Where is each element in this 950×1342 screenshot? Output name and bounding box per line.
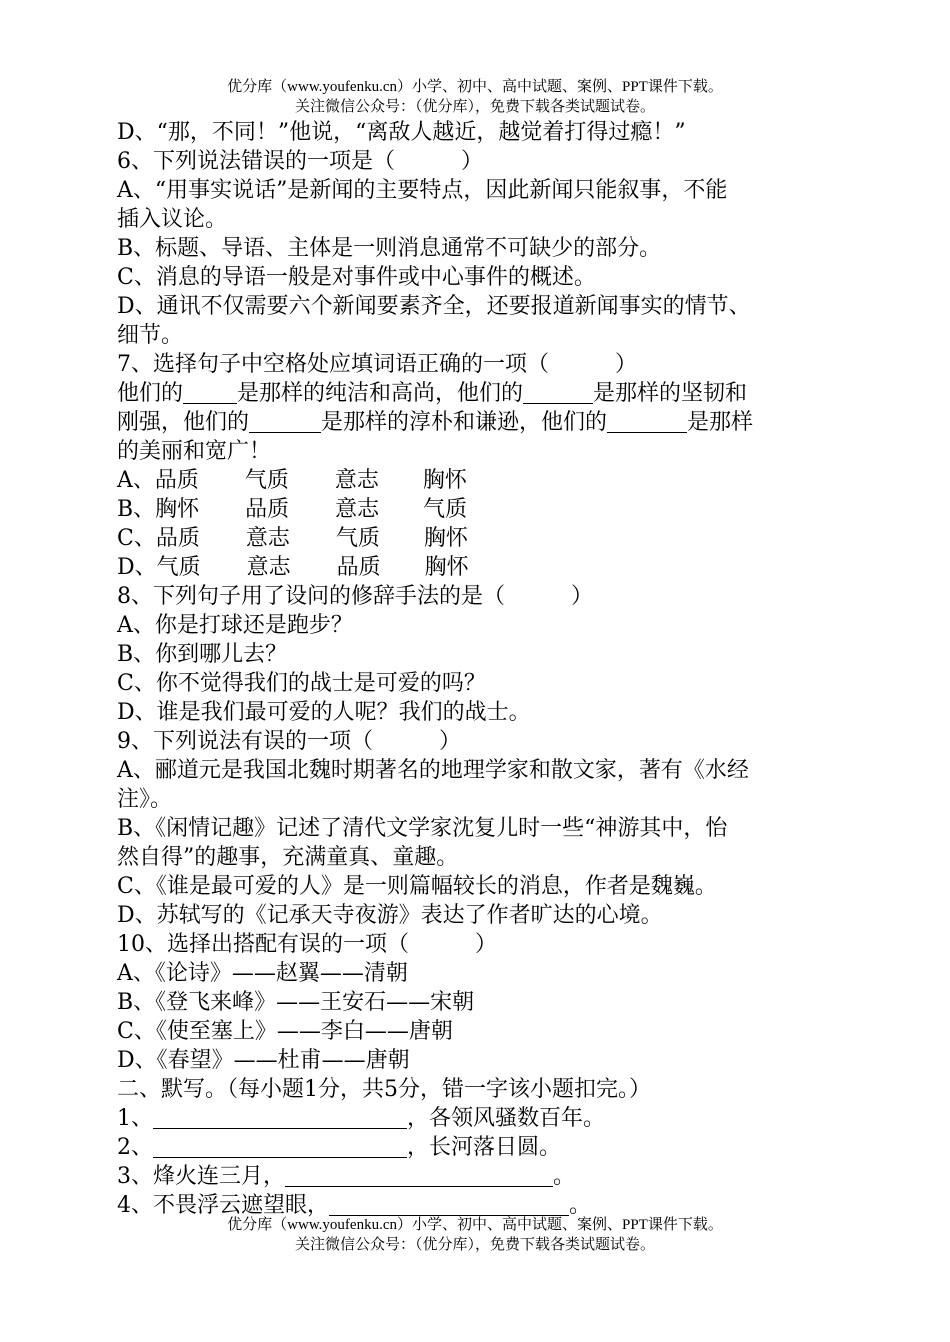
option-word: 品质 (336, 555, 381, 580)
q6-option-d: D、通讯不仅需要六个新闻要素齐全，还要报道新闻事实的情节、 (117, 294, 751, 319)
q9-option-d: D、苏轼写的《记承天寺夜游》表达了作者旷达的心境。 (117, 903, 663, 928)
item-text: 。 (569, 1193, 592, 1218)
option-word: 意志 (334, 468, 379, 493)
q6-stem: 6、下列说法错误的一项是（ ） (117, 149, 483, 174)
option-word: 气质 (244, 468, 289, 493)
option-word: 胸怀 (422, 468, 467, 493)
item-number: 4、 (117, 1193, 153, 1218)
q7-text: 是那样的纯洁和高尚，他们的 (237, 381, 524, 406)
option-word: 品质 (155, 526, 200, 551)
option-word: 意志 (246, 555, 291, 580)
option-word: 气质 (335, 526, 380, 551)
answer-blank[interactable] (285, 1164, 553, 1187)
option-label: A、 (117, 468, 155, 493)
q7-option-b (117, 495, 467, 524)
recite-item-2 (117, 1133, 561, 1162)
section-2-title: 二、默写。（每小题1分，共5分，错一字该小题扣完。） (117, 1077, 651, 1102)
q8-option-c: C、你不觉得我们的战士是可爱的吗？ (117, 671, 486, 696)
q6-option-a: A、“用事实说话”是新闻的主要特点，因此新闻只能叙事，不能 (117, 178, 728, 203)
page-header-line-1: 优分库（www.youfenku.cn）小学、初中、高中试题、案例、PPT课件下载。 (227, 79, 723, 95)
q6-option-a-cont: 插入议论。 (117, 207, 228, 232)
q10-option-d: D、《春望》——杜甫——唐朝 (117, 1048, 410, 1073)
q9-stem: 9、下列说法有误的一项（ ） (117, 729, 461, 754)
answer-blank[interactable] (153, 1106, 407, 1129)
q7-text: 刚强，他们的 (117, 410, 250, 435)
q5-option-d: D、“那，不同！”他说，“离敌人越近，越觉着打得过瘾！” (117, 120, 686, 145)
q8-stem: 8、下列句子用了设问的修辞手法的是（ ） (117, 584, 593, 609)
option-label: D、 (117, 555, 157, 580)
q7-text: 是那样的淳朴和谦逊，他们的 (321, 410, 608, 435)
q9-option-a-cont: 注》。 (117, 787, 173, 812)
item-number: 3、 (117, 1164, 153, 1189)
page-footer-line-1: 优分库（www.youfenku.cn）小学、初中、高中试题、案例、PPT课件下载。 (227, 1217, 723, 1233)
q7-text: 是那样 (687, 410, 754, 435)
item-number: 2、 (117, 1135, 153, 1160)
recite-item-3 (117, 1162, 575, 1191)
q7-stem: 7、选择句子中空格处应填词语正确的一项（ ） (117, 352, 637, 377)
option-word: 品质 (245, 497, 290, 522)
q7-blank-2 (523, 381, 593, 404)
q7-option-c (117, 524, 468, 553)
item-text: ，各领风骚数百年。 (407, 1106, 606, 1131)
recite-item-1 (117, 1104, 605, 1133)
option-word: 品质 (154, 468, 199, 493)
option-word: 气质 (156, 555, 201, 580)
q7-sentence-line-1 (117, 379, 747, 408)
q6-option-d-cont: 细节。 (117, 323, 184, 348)
q6-option-b: B、标题、导语、主体是一则消息通常不可缺少的部分。 (117, 236, 662, 261)
q7-blank-3 (249, 410, 321, 433)
q8-option-a: A、你是打球还是跑步？ (117, 613, 353, 638)
q6-option-c: C、消息的导语一般是对事件或中心事件的概述。 (117, 265, 596, 290)
page-header-line-2: 关注微信公众号：（优分库），免费下载各类试题试卷。 (294, 99, 655, 115)
q7-text: 他们的 (117, 381, 184, 406)
option-label: C、 (117, 526, 156, 551)
option-word: 胸怀 (424, 555, 469, 580)
q9-option-b: B、《闲情记趣》记述了清代文学家沈复儿时一些“神游其中，怡 (117, 816, 728, 841)
q7-blank-1 (183, 381, 237, 404)
item-number: 1、 (117, 1106, 153, 1131)
q7-text: 是那样的坚韧和 (593, 381, 748, 406)
option-word: 气质 (423, 497, 468, 522)
option-word: 胸怀 (155, 497, 200, 522)
q10-option-c: C、《使至塞上》——李白——唐朝 (117, 1019, 453, 1044)
q10-option-b: B、《登飞来峰》——王安石——宋朝 (117, 990, 475, 1015)
item-text: 烽火连三月， (153, 1164, 286, 1189)
q7-option-d (117, 553, 469, 582)
q9-option-a: A、郦道元是我国北魏时期著名的地理学家和散文家，著有《水经 (117, 758, 749, 783)
answer-blank[interactable] (329, 1193, 569, 1216)
option-word: 胸怀 (423, 526, 468, 551)
item-text: 。 (553, 1164, 576, 1189)
option-label: B、 (117, 497, 156, 522)
item-text: 不畏浮云遮望眼， (153, 1193, 330, 1218)
q10-option-a: A、《论诗》——赵翼——清朝 (117, 961, 408, 986)
q7-blank-4 (607, 410, 687, 433)
q8-option-b: B、你到哪儿去？ (117, 642, 288, 667)
option-word: 意志 (245, 526, 290, 551)
q10-stem: 10、选择出搭配有误的一项（ ） (117, 932, 497, 957)
answer-blank[interactable] (153, 1135, 407, 1158)
q9-option-b-cont: 然自得”的趣事，充满童真、童趣。 (117, 845, 459, 870)
q9-option-c: C、《谁是最可爱的人》是一则篇幅较长的消息，作者是魏巍。 (117, 874, 717, 899)
option-word: 意志 (335, 497, 380, 522)
page-footer-line-2: 关注微信公众号：（优分库），免费下载各类试题试卷。 (294, 1237, 655, 1253)
q7-sentence-line-3: 的美丽和宽广！ (117, 439, 272, 464)
q7-option-a (117, 466, 467, 495)
q8-option-d: D、谁是我们最可爱的人呢？我们的战士。 (117, 700, 531, 725)
q7-sentence-line-2 (117, 408, 753, 437)
item-text: ，长河落日圆。 (407, 1135, 562, 1160)
